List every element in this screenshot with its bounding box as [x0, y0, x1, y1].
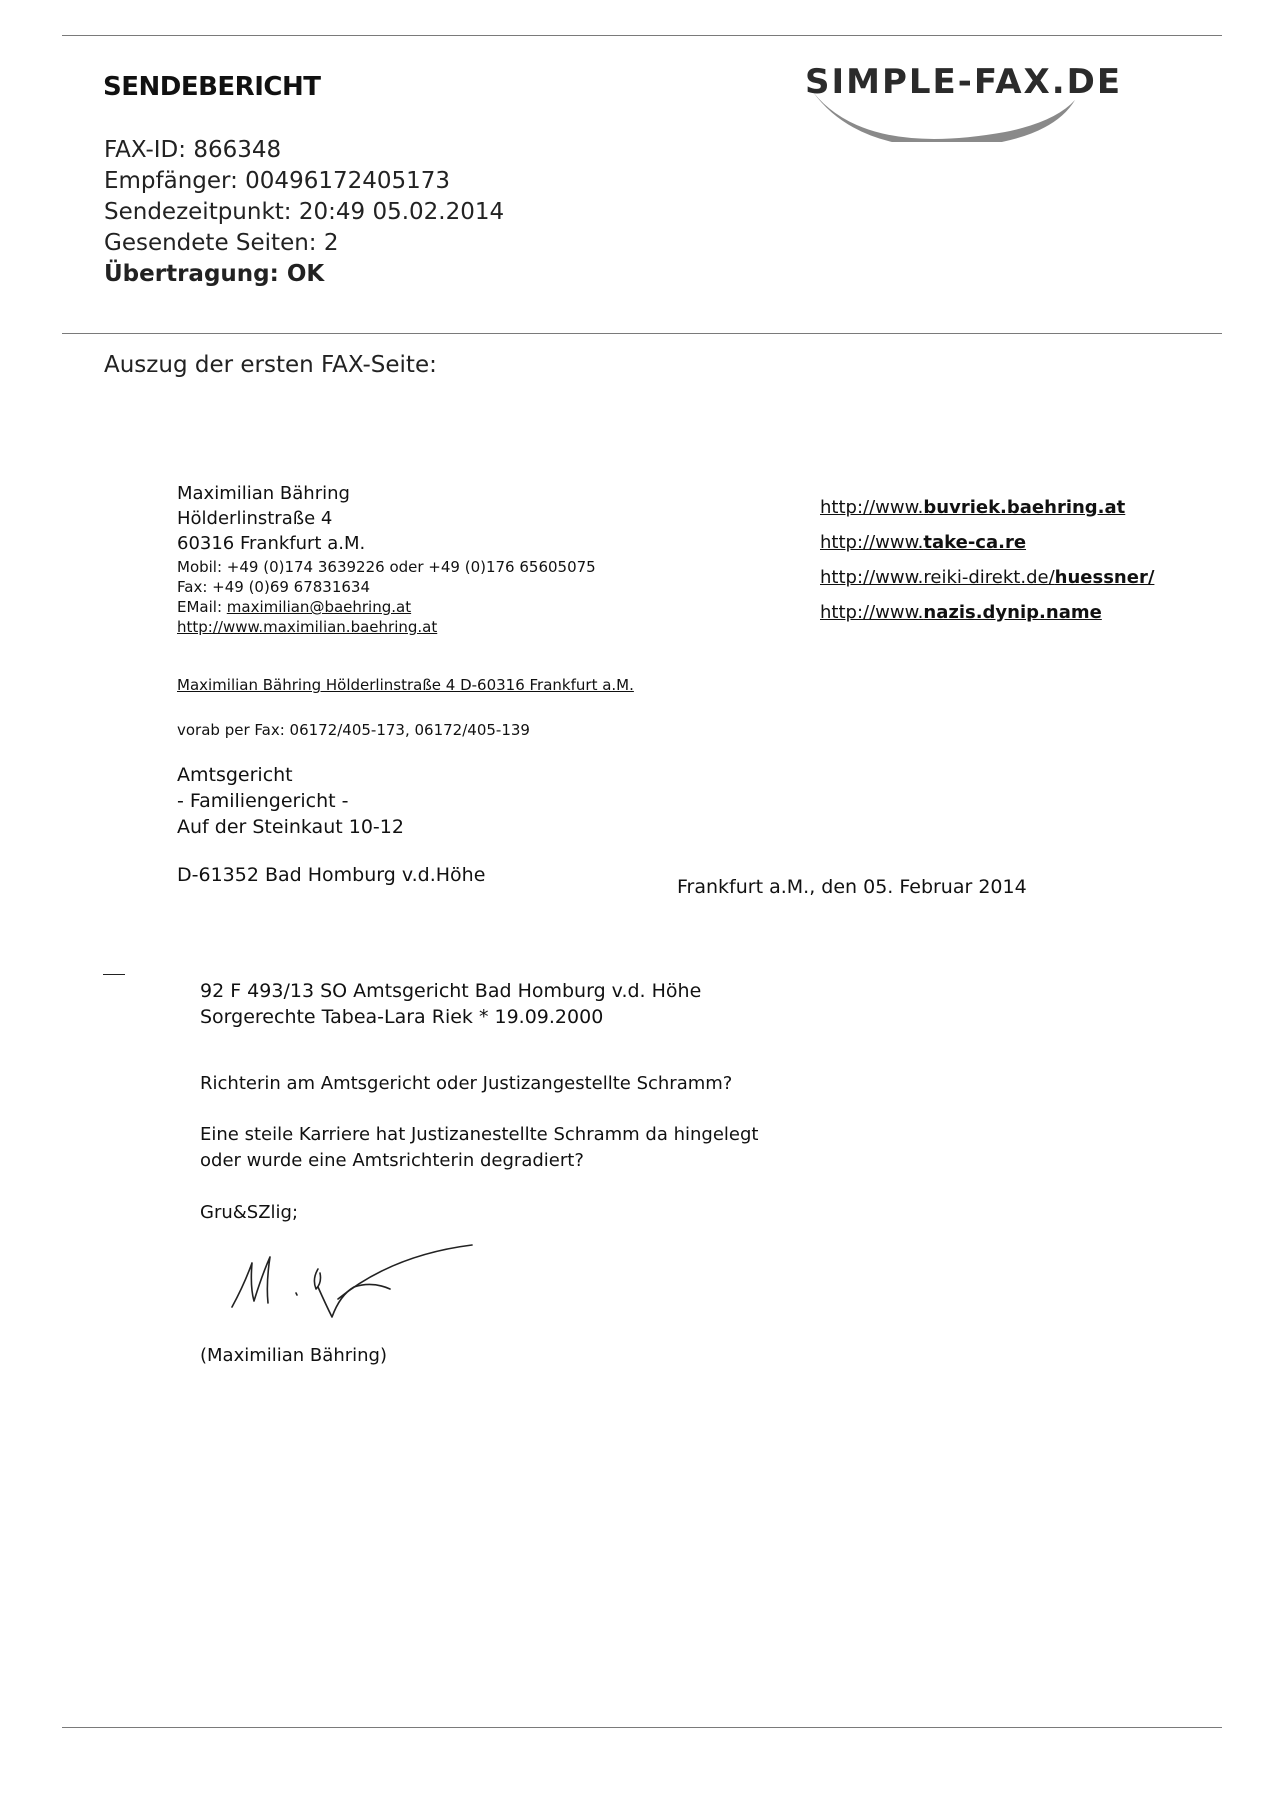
fax-id: FAX-ID: 866348 — [104, 137, 282, 163]
handwritten-signature — [222, 1235, 482, 1330]
link-item[interactable]: http://www.nazis.dynip.name — [820, 602, 1102, 623]
return-address: Maximilian Bähring Hölderlinstraße 4 D-60316 Frankfurt a.M. — [177, 676, 634, 694]
case-reference — [200, 978, 701, 1030]
recipient-line-1: Amtsgericht — [177, 764, 293, 786]
sender-contact — [177, 557, 596, 637]
recipient-line-3: Auf der Steinkaut 10-12 — [177, 816, 404, 838]
date-place: Frankfurt a.M., den 05. Februar 2014 — [677, 876, 1027, 898]
sender-email-link[interactable]: maximilian@baehring.at — [226, 598, 412, 616]
middle-rule — [62, 333, 1222, 334]
case-subject: Sorgerechte Tabea-Lara Riek * 19.09.2000 — [200, 1006, 604, 1028]
paragraph-2-line-1: Eine steile Karriere hat Justizanestellte Schramm da hingelegt — [200, 1124, 759, 1145]
recipient-number: Empfänger: 00496172405173 — [104, 168, 451, 194]
sender-email-label: EMail: — [177, 598, 227, 616]
fold-mark — [103, 974, 125, 975]
sender-street: Hölderlinstraße 4 — [177, 508, 333, 529]
sender-email-line — [177, 597, 596, 617]
simple-fax-logo — [805, 62, 1200, 142]
signature-name: (Maximilian Bähring) — [200, 1345, 387, 1366]
sender-city: 60316 Frankfurt a.M. — [177, 533, 366, 554]
sender-address — [177, 481, 365, 556]
paragraph-2-line-2: oder wurde eine Amtsrichterin degradiert? — [200, 1150, 584, 1171]
report-title: SENDEBERICHT — [103, 72, 321, 102]
paragraph-2 — [200, 1122, 758, 1174]
link-item[interactable]: http://www.reiki-direkt.de/huessner/ — [820, 567, 1155, 588]
sender-fax: Fax: +49 (0)69 67831634 — [177, 578, 371, 596]
pages-sent: Gesendete Seiten: 2 — [104, 230, 339, 256]
paragraph-1: Richterin am Amtsgericht oder Justizangestellte Schramm? — [200, 1073, 733, 1094]
top-rule — [62, 35, 1222, 36]
greeting: Gru&SZlig; — [200, 1202, 299, 1223]
sender-website-link[interactable]: http://www.maximilian.baehring.at — [177, 618, 438, 636]
bottom-rule — [62, 1727, 1222, 1728]
recipient-address — [177, 762, 404, 840]
sender-name: Maximilian Bähring — [177, 483, 350, 504]
link-item[interactable]: http://www.buvriek.baehring.at — [820, 497, 1126, 518]
case-ref: 92 F 493/13 SO Amtsgericht Bad Homburg v.d. Höhe — [200, 980, 702, 1002]
transmission-status: Übertragung: OK — [104, 261, 325, 287]
sender-mobile: Mobil: +49 (0)174 3639226 oder +49 (0)176 65605075 — [177, 558, 596, 576]
excerpt-label: Auszug der ersten FAX-Seite: — [104, 352, 437, 378]
recipient-city: D-61352 Bad Homburg v.d.Höhe — [177, 864, 486, 886]
link-list — [820, 490, 1154, 630]
recipient-line-2: - Familiengericht - — [177, 790, 349, 812]
logo-text: SIMPLE-FAX.DE — [805, 62, 1123, 102]
send-time: Sendezeitpunkt: 20:49 05.02.2014 — [104, 199, 505, 225]
link-item[interactable]: http://www.take-ca.re — [820, 532, 1027, 553]
vorab-fax-line: vorab per Fax: 06172/405-173, 06172/405-139 — [177, 721, 530, 739]
report-details — [104, 135, 504, 290]
